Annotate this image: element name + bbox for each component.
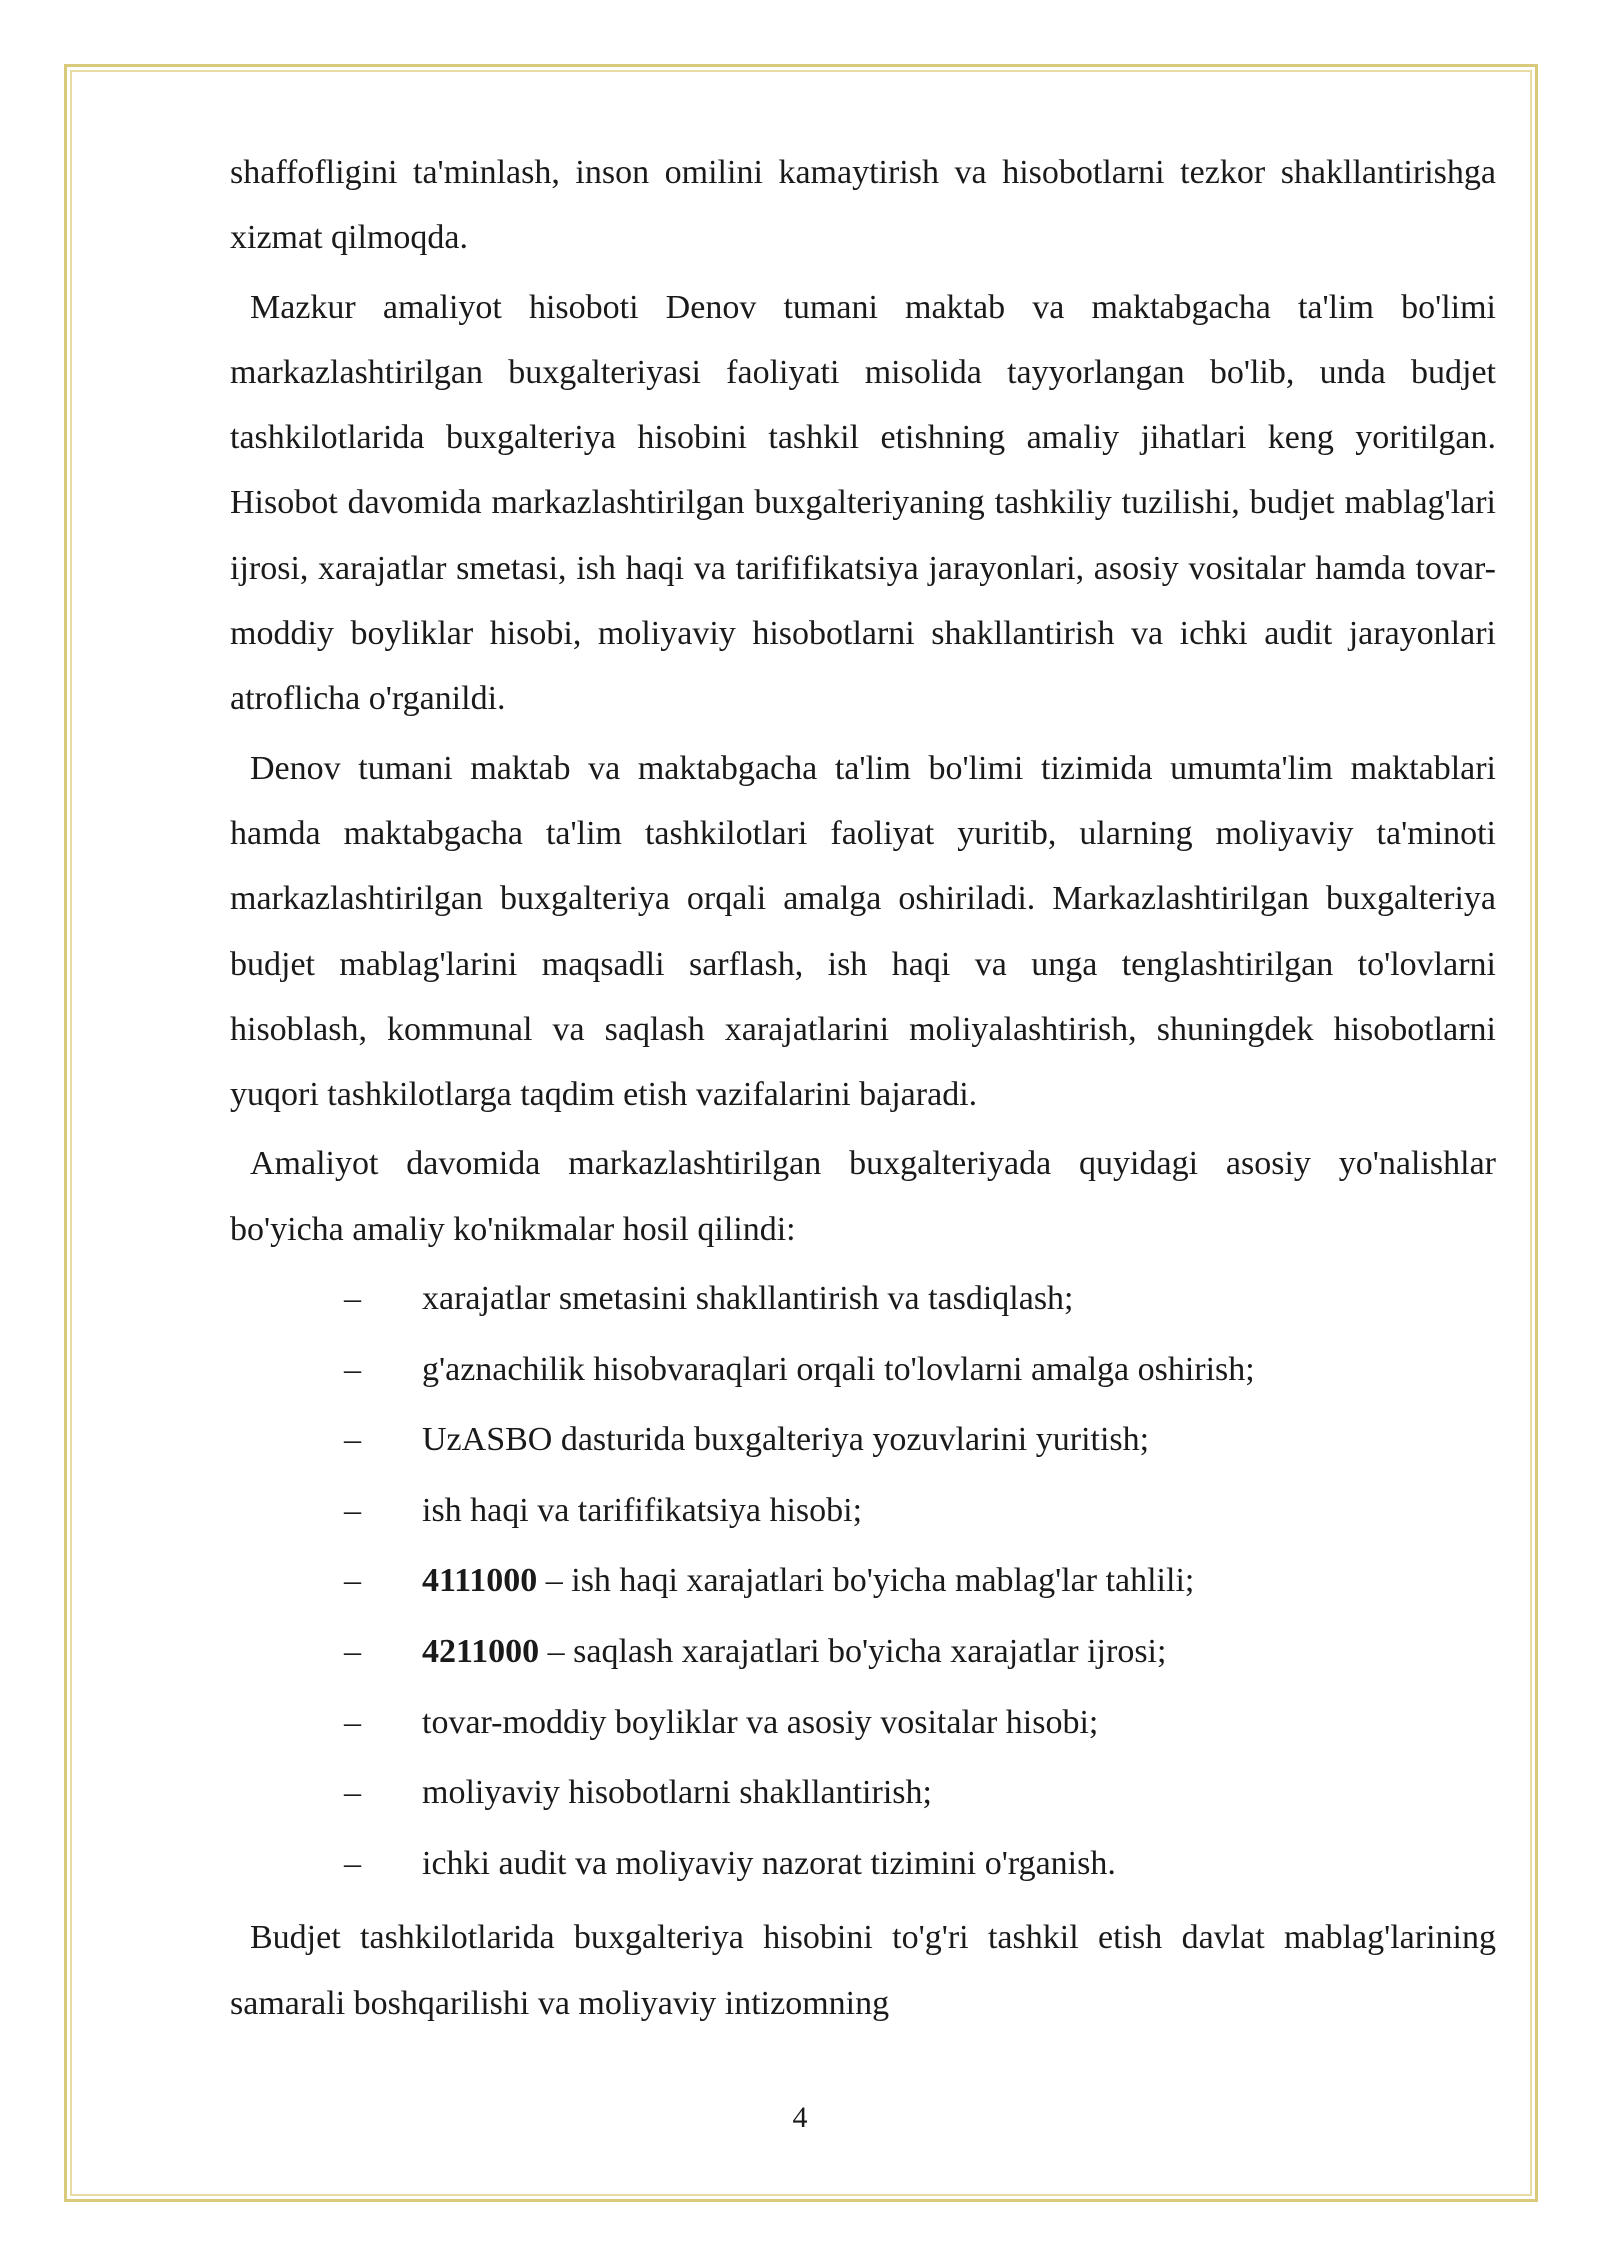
list-item-text: ish haqi va tarififikatsiya hisobi; [422,1491,863,1529]
list-item [230,1337,1496,1408]
list-item-text: – saqlash xarajatlari bo'yicha xarajatlar ijrosi; [539,1633,1167,1671]
list-item [230,1266,1496,1337]
dash-marker: – [344,1562,361,1600]
list-item-text: g'aznachilik hisobvaraqlari orqali to'lovlarni amalga oshirish; [422,1350,1255,1388]
list-item [230,1478,1496,1549]
dash-marker: – [344,1844,361,1882]
dash-marker: – [344,1491,361,1529]
list-item-text: xarajatlar smetasini shakllantirish va tasdiqlash; [422,1280,1074,1318]
dash-marker: – [344,1633,361,1671]
account-code: 4111000 [422,1562,538,1600]
list-item [230,1690,1496,1761]
list-item-text: UzASBO dasturida buxgalteriya yozuvlarini yuritish; [422,1421,1150,1459]
list-item [230,1760,1496,1831]
document-body [230,140,1496,2036]
paragraph-department-structure: Denov tumani maktab va maktabgacha ta'lim bo'limi tizimida umumta'lim maktablari hamda maktabgacha ta'lim tashkilotlari faoliyat yuritib, ularning moliyaviy ta'minoti markazlashtirilgan buxgalteriya orqali amalga oshiriladi. Markazlashtirilgan buxgalteriya budjet mablag'larini maqsadli sarflash, ish haqi va unga tenglashtirilgan to'lovlarni hisoblash, kommunal va saqlash xarajatlarini moliyalashtirish, shuningdek hisobotlarni yuqori tashkilotlarga taqdim etish vazifalarini bajaradi. [230,749,1496,1114]
list-item-text: ichki audit va moliyaviy nazorat tizimini o'rganish. [422,1844,1116,1882]
paragraph-continuation: shaffofligini ta'minlash, inson omilini kamaytirish va hisobotlarni tezkor shakllantirishga xizmat qilmoqda. [230,154,1496,257]
paragraph-report-overview: Mazkur amaliyot hisoboti Denov tumani maktab va maktabgacha ta'lim bo'limi markazlashtirilgan buxgalteriyasi faoliyati misolida tayyorlangan bo'lib, unda budjet tashkilotlarida buxgalteriya hisobini tashkil etishning amaliy jihatlari keng yoritilgan. Hisobot davomida markazlashtirilgan buxgalteriyaning tashkiliy tuzilishi, budjet mablag'lari ijrosi, xarajatlar smetasi, ish haqi va tarififikatsiya jarayonlari, asosiy vositalar hamda tovar-moddiy boyliklar hisobi, moliyaviy hisobotlarni shakllantirish va ichki audit jarayonlari atroflicha o'rganildi. [230,288,1496,718]
dash-marker: – [344,1280,361,1318]
list-item-text: – ish haqi xarajatlari bo'yicha mablag'lar tahlili; [537,1562,1195,1600]
list-item [230,1407,1496,1478]
dash-marker: – [344,1774,361,1812]
dash-marker: – [344,1350,361,1388]
paragraph-closing: Budjet tashkilotlarida buxgalteriya hisobini to'g'ri tashkil etish davlat mablag'larining samarali boshqarilishi va moliyaviy intizomning [230,1919,1496,2022]
paragraph-skills-intro: Amaliyot davomida markazlashtirilgan buxgalteriyada quyidagi asosiy yo'nalishlar bo'yicha amaliy ko'nikmalar hosil qilindi: [230,1145,1496,1248]
list-item-text: tovar-moddiy boyliklar va asosiy vositalar hisobi; [422,1703,1099,1741]
skills-list [230,1266,1496,1901]
account-code: 4211000 [422,1633,540,1671]
dash-marker: – [344,1703,361,1741]
list-item [230,1619,1496,1690]
page-number: 4 [792,2101,808,2134]
list-item [230,1548,1496,1619]
list-item [230,1831,1496,1902]
list-item-text: moliyaviy hisobotlarni shakllantirish; [422,1774,932,1812]
dash-marker: – [344,1421,361,1459]
